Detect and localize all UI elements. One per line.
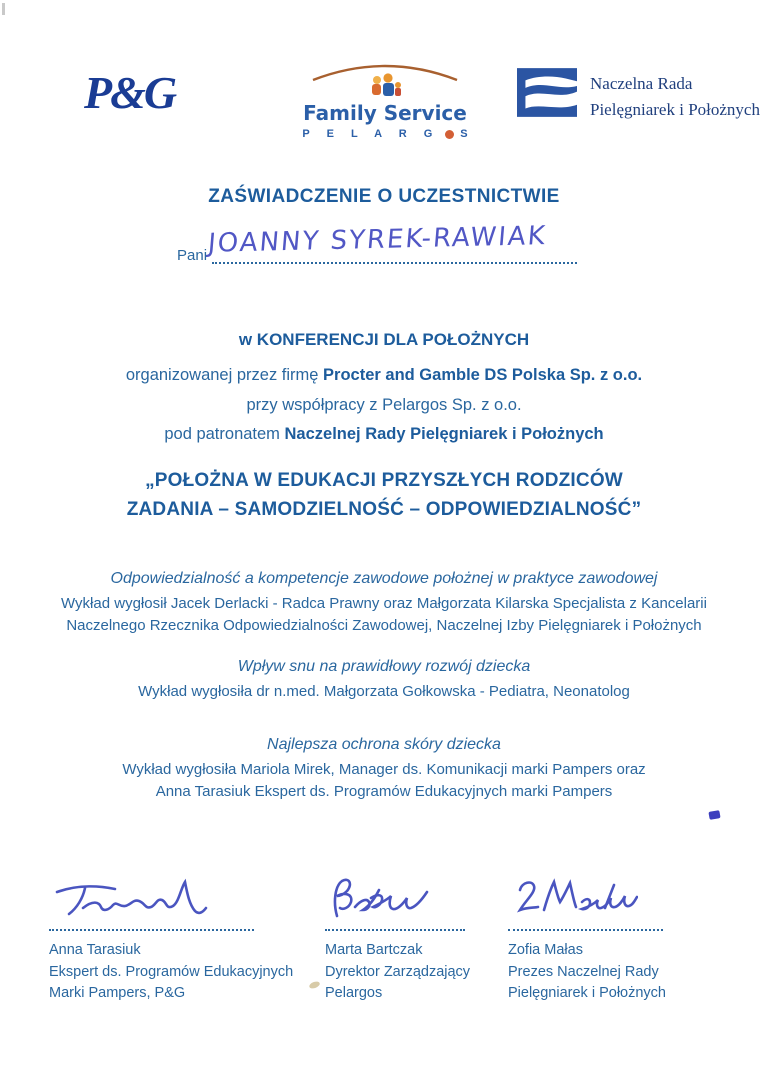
signatory-role-line1: Dyrektor Zarządzający: [325, 963, 471, 980]
cooperation-line: przy współpracy z Pelargos Sp. z o.o.: [246, 396, 522, 414]
nipip-name: [590, 68, 760, 122]
lecture-2-speakers-line1: Wykład wygłosiła dr n.med. Małgorzata Gołkowska - Pediatra, Neonatolog: [138, 683, 630, 700]
signature-block-tarasiuk: [49, 874, 294, 1005]
signatory-role-line2: Pielęgniarek i Położnych: [508, 985, 666, 1001]
family-service-logo: [296, 58, 474, 140]
signatory-role-line1: Ekspert ds. Programów Edukacyjnych: [49, 963, 294, 980]
recipient-handwritten-name: JOANNY SYREK-RAWIAK: [206, 221, 548, 259]
lecture-2: [24, 658, 744, 703]
patronage-name: Naczelnej Rady Pielęgniarek i Położnych: [284, 425, 604, 443]
signatory-name: Anna Tarasiuk: [49, 942, 141, 958]
signature-dotted-line: [325, 929, 465, 931]
nipip-name-line1: Naczelna Rada: [590, 74, 693, 93]
signature-dotted-line: [508, 929, 663, 931]
conference-title: [0, 466, 768, 524]
scan-smudge: [308, 980, 320, 989]
pelargos-o-dot-icon: [445, 130, 454, 139]
scan-artifact: [2, 3, 5, 15]
signatory-name: Zofia Małas: [508, 942, 583, 958]
conference-title-line1: „POŁOŻNA W EDUKACJI PRZYSZŁYCH RODZICÓW: [145, 470, 623, 491]
organizer-line: [0, 366, 768, 385]
nipip-wave-icon: [517, 68, 577, 117]
family-service-arc-figures-icon: [305, 58, 465, 98]
signature-dotted-line: [49, 929, 254, 931]
nipip-logo-block: [517, 68, 760, 122]
patronage-line: [0, 425, 768, 444]
organizer-name: Procter and Gamble DS Polska Sp. z o.o.: [323, 366, 643, 384]
conference-title-line2: ZADANIA – SAMODZIELNOŚĆ – ODPOWIEDZIALNOŚĆ”: [126, 499, 642, 520]
lecture-3-title: Najlepsza ochrona skóry dziecka: [267, 736, 501, 753]
nipip-name-line2: Pielęgniarek i Położnych: [590, 99, 760, 119]
pelargos-wordmark: [296, 128, 474, 140]
lecture-3: [24, 736, 744, 803]
signature-scribble-malas-icon: [508, 874, 638, 924]
recipient-label: Pani: [177, 247, 208, 264]
lecture-1-speakers-line2: Naczelnego Rzecznika Odpowiedzialności Zawodowej, Naczelnej Izby Pielęgniarek i Położnych: [66, 617, 702, 634]
signatory-role-line1: Prezes Naczelnej Rady: [508, 963, 659, 980]
lecture-3-speakers-line2: Anna Tarasiuk Ekspert ds. Programów Edukacyjnych marki Pampers: [155, 783, 613, 800]
ink-mark: [708, 810, 720, 820]
lecture-1: [24, 570, 744, 637]
signatory-name: Marta Bartczak: [325, 942, 423, 958]
signature-scribble-bartczak-icon: [325, 874, 440, 924]
lecture-1-speakers-line1: Wykład wygłosił Jacek Derlacki - Radca Prawny oraz Małgorzata Kilarska Specjalista z Kancelarii: [61, 595, 707, 612]
pelargos-letter-s: S: [460, 128, 468, 140]
organizer-prefix: organizowanej przez firmę: [125, 366, 324, 384]
signature-scribble-tarasiuk-icon: [49, 874, 209, 924]
lecture-2-title: Wpływ snu na prawidłowy rozwój dziecka: [237, 658, 531, 675]
recipient-line: [177, 246, 577, 264]
certificate-title: ZAŚWIADCZENIE O UCZESTNICTWIE: [208, 186, 560, 207]
recipient-dotted-line: [212, 246, 577, 264]
lecture-1-title: Odpowiedzialność a kompetencje zawodowe położnej w praktyce zawodowej: [110, 570, 658, 587]
conference-heading: w KONFERENCJI DLA POŁOŻNYCH: [238, 330, 530, 349]
signatory-role-line2: Marki Pampers, P&G: [49, 985, 186, 1001]
lecture-3-speakers-line1: Wykład wygłosiła Mariola Mirek, Manager ds. Komunikacji marki Pampers oraz: [122, 761, 646, 778]
pg-logo: P&G: [84, 67, 176, 118]
pelargos-letters: P E L A R G: [302, 128, 440, 140]
signature-block-malas: [508, 874, 666, 1005]
signature-block-bartczak: [325, 874, 471, 1005]
signatory-role-line2: Pelargos: [325, 985, 383, 1001]
patronage-prefix: pod patronatem: [164, 425, 285, 443]
family-service-title: Family Service: [303, 101, 467, 125]
